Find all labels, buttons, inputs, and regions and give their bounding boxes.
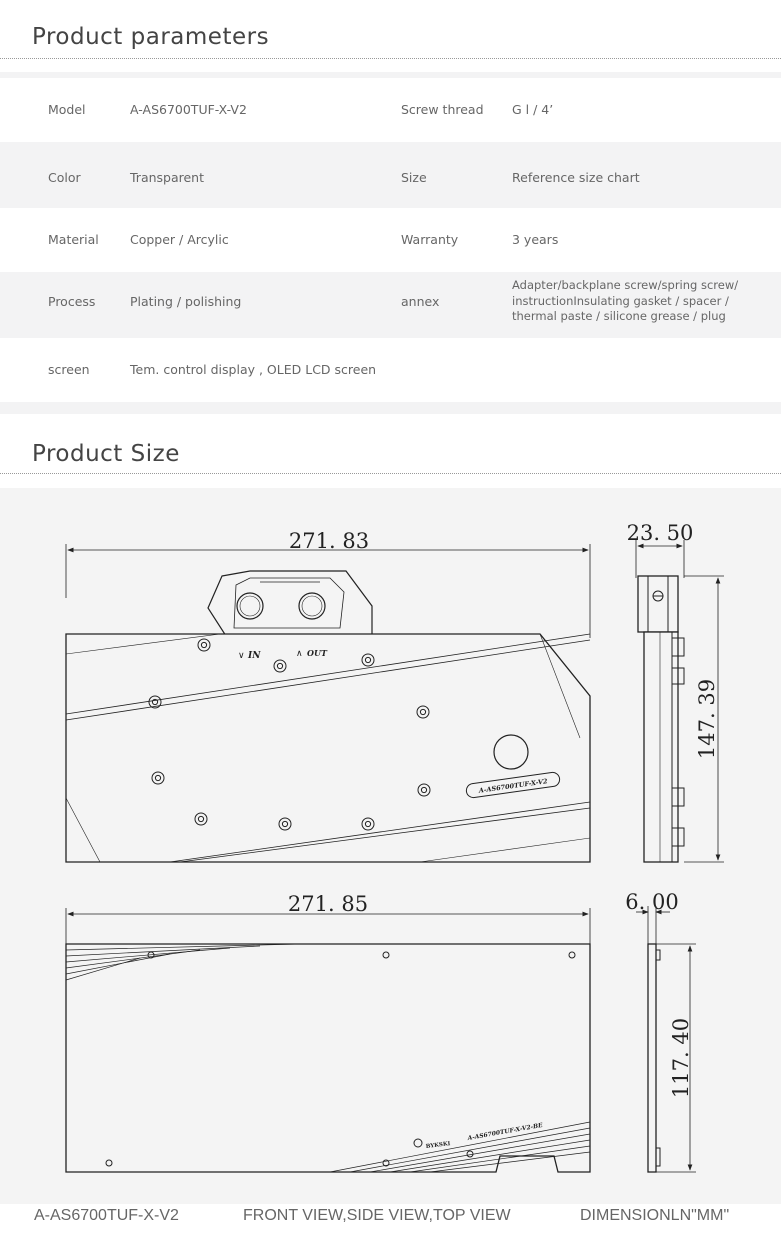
caption-unit: DIMENSIONLN"MM"	[580, 1207, 730, 1224]
front-view	[66, 544, 590, 862]
size-divider	[0, 473, 781, 474]
in-port-label: IN	[248, 651, 261, 661]
back-height-dimension: 117. 40	[669, 1017, 693, 1099]
annex-value-line: Adapter/backplane screw/spring screw/	[512, 278, 739, 292]
dimension-drawing	[0, 488, 781, 1204]
table-bottom-band	[0, 402, 781, 414]
front-height-dimension: 147. 39	[695, 678, 719, 760]
process-value: Plating / polishing	[130, 294, 242, 309]
back-model-plate-label: A-AS6700TUF-X-V2-BE	[467, 1121, 544, 1142]
color-value: Transparent	[130, 170, 205, 185]
screen-value: Tem. control display , OLED LCD screen	[130, 362, 377, 377]
size-title: Product Size	[32, 441, 180, 467]
dimension-drawing-svg	[0, 488, 781, 1204]
front-model-plate-label: A-AS6700TUF-X-V2	[478, 777, 548, 795]
table-row-material	[0, 208, 781, 272]
front-width-dimension: 271. 83	[288, 529, 370, 553]
screen-label: screen	[48, 362, 90, 377]
front-thickness-dimension: 23. 50	[626, 521, 694, 545]
screw-thread-value: G l / 4’	[512, 102, 554, 117]
parameters-divider	[0, 58, 781, 59]
caption-model: A-AS6700TUF-X-V2	[34, 1207, 179, 1224]
material-label: Material	[48, 232, 99, 247]
process-label: Process	[48, 294, 96, 309]
table-row-color	[0, 142, 781, 208]
size-label: Size	[401, 170, 427, 185]
warranty-label: Warranty	[401, 232, 459, 247]
table-row-screen	[0, 338, 781, 402]
back-width-dimension: 271. 85	[287, 892, 369, 916]
caption-views: FRONT VIEW,SIDE VIEW,TOP VIEW	[243, 1207, 511, 1224]
color-label: Color	[48, 170, 81, 185]
table-row-process	[0, 272, 781, 338]
annex-value	[512, 278, 738, 325]
annex-value-line: instructionInsulating gasket / spacer /	[512, 293, 729, 308]
annex-value-line: thermal paste / silicone grease / plug	[512, 309, 726, 323]
size-value: Reference size chart	[512, 170, 640, 185]
model-label: Model	[48, 102, 86, 117]
in-arrow-icon: ∨	[238, 651, 245, 661]
annex-label: annex	[401, 294, 440, 309]
back-thickness-dimension: 6. 00	[625, 890, 679, 914]
out-port-label: OUT	[307, 648, 327, 658]
brand-label: BYKSKI	[425, 1141, 451, 1150]
out-arrow-icon: ∧	[296, 649, 303, 659]
warranty-value: 3 years	[512, 232, 559, 247]
model-value: A-AS6700TUF-X-V2	[130, 102, 247, 117]
table-row-model	[0, 78, 781, 142]
screw-thread-label: Screw thread	[401, 102, 484, 117]
material-value: Copper / Arcylic	[130, 232, 229, 247]
parameters-title: Product parameters	[32, 24, 270, 50]
